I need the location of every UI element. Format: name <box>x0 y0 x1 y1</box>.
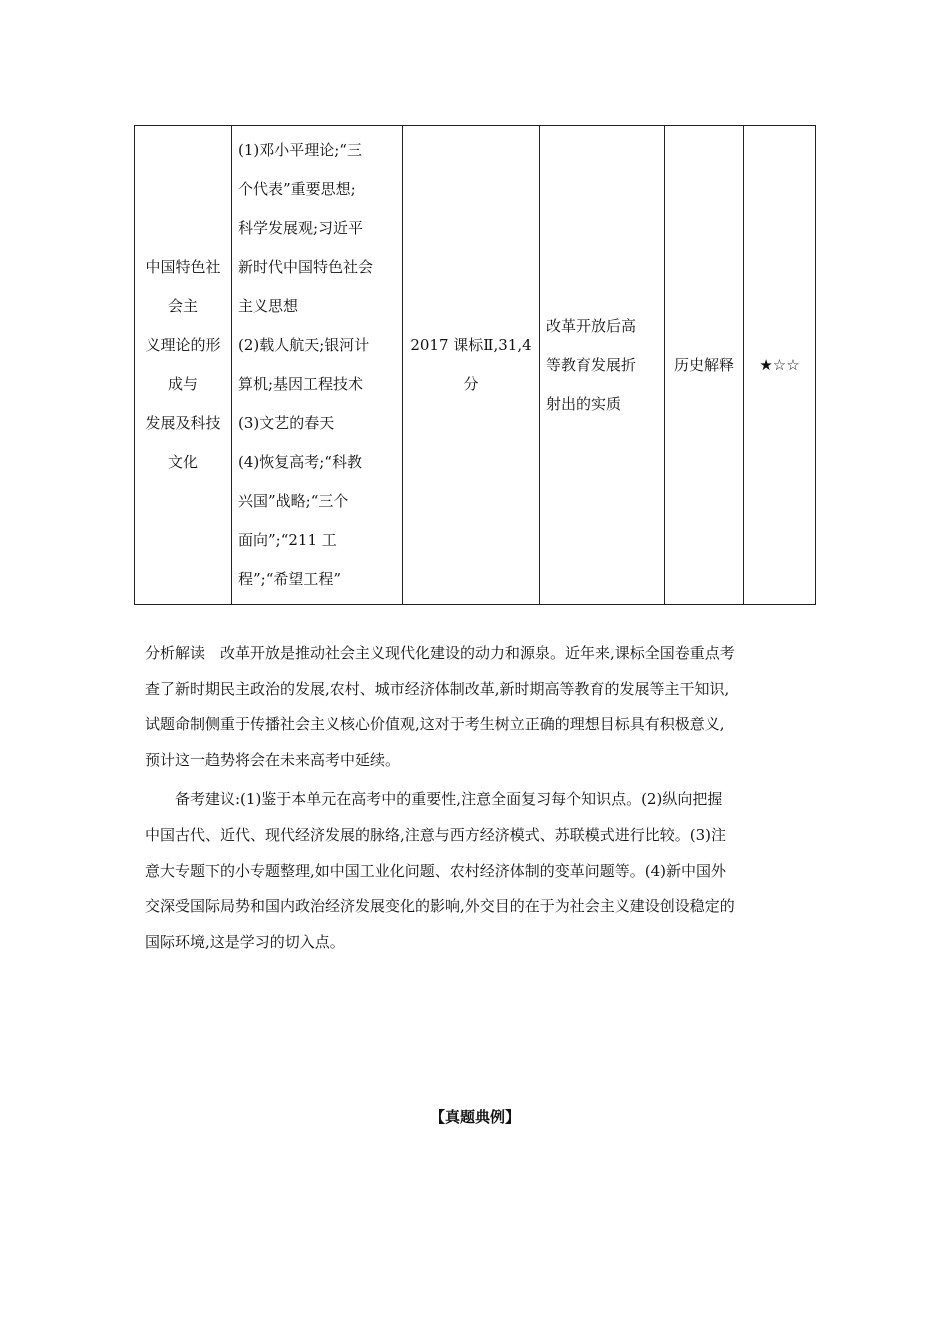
exam-focus-line: 射出的实质 <box>546 394 622 413</box>
topic-line: 中国特色社 <box>145 258 221 276</box>
exam-source-line: 分 <box>463 375 479 393</box>
advice-line: 国际环境,这是学习的切入点。 <box>145 932 345 951</box>
exam-focus-line: 改革开放后高 <box>546 316 637 335</box>
knowledge-point-line: 程”;“希望工程” <box>238 570 342 588</box>
ability-text: 历史解释 <box>673 355 734 374</box>
analysis-section <box>145 636 810 960</box>
knowledge-point-line: 科学发展观;习近平 <box>238 219 364 237</box>
advice-paragraph <box>145 782 810 960</box>
exam-focus-line: 等教育发展折 <box>546 355 637 374</box>
advice-line: 中国古代、近代、现代经济发展的脉络,注意与西方经济模式、苏联模式进行比较。(3)注 <box>145 825 727 844</box>
section-title: 【真题典例】 <box>429 1108 520 1126</box>
knowledge-point-line: 新时代中国特色社会 <box>238 258 374 276</box>
topic-line: 会主 <box>167 297 198 315</box>
knowledge-point-line: 面向”;“211 工 <box>238 531 337 549</box>
analysis-paragraph <box>145 636 810 778</box>
exam-focus-cell <box>540 126 665 605</box>
analysis-line: 改革开放是推动社会主义现代化建设的动力和源泉。近年来,课标全国卷重点考 <box>220 644 735 662</box>
ability-cell <box>665 126 744 605</box>
difficulty-stars: ★☆☆ <box>759 355 800 374</box>
advice-line: 交深受国际局势和国内政治经济发展变化的影响,外交目的在于为社会主义建设创设稳定的 <box>145 897 735 916</box>
exam-analysis-table <box>134 125 816 605</box>
knowledge-points-cell <box>232 126 403 605</box>
advice-line: 备考建议:(1)鉴于本单元在高考中的重要性,注意全面复习每个知识点。(2)纵向把握 <box>175 790 723 809</box>
exam-source-cell <box>403 126 540 605</box>
topic-line: 义理论的形 <box>145 336 221 354</box>
knowledge-point-line: 个代表”重要思想; <box>238 180 356 198</box>
table-row <box>135 126 816 605</box>
analysis-first-line <box>145 636 810 672</box>
knowledge-point-line: (1)邓小平理论;“三 <box>238 141 362 159</box>
analysis-label: 分析解读 <box>145 644 206 662</box>
knowledge-point-line: 主义思想 <box>238 297 299 315</box>
topic-line: 发展及科技 <box>145 414 221 432</box>
knowledge-point-line: (2)载人航天;银河计 <box>238 336 370 354</box>
topic-line: 成与 <box>167 375 198 393</box>
knowledge-point-line: 算机;基因工程技术 <box>238 375 364 393</box>
analysis-line: 预计这一趋势将会在未来高考中延续。 <box>145 750 401 769</box>
topic-cell <box>135 126 232 605</box>
difficulty-cell <box>744 126 816 605</box>
analysis-line: 查了新时期民主政治的发展,农村、城市经济体制改革,新时期高等教育的发展等主干知识, <box>145 679 730 698</box>
analysis-line: 试题命制侧重于传播社会主义核心价值观,这对于考生树立正确的理想目标具有积极意义, <box>145 715 725 734</box>
knowledge-point-line: (4)恢复高考;“科教 <box>238 453 362 471</box>
knowledge-point-line: (3)文艺的春天 <box>238 414 335 432</box>
topic-line: 文化 <box>167 453 198 471</box>
exam-source-line: 2017 课标Ⅱ,31,4 <box>410 336 532 354</box>
knowledge-point-line: 兴国”战略;“三个 <box>238 492 349 510</box>
advice-line: 意大专题下的小专题整理,如中国工业化问题、农村经济体制的变革问题等。(4)新中国外 <box>145 861 727 880</box>
